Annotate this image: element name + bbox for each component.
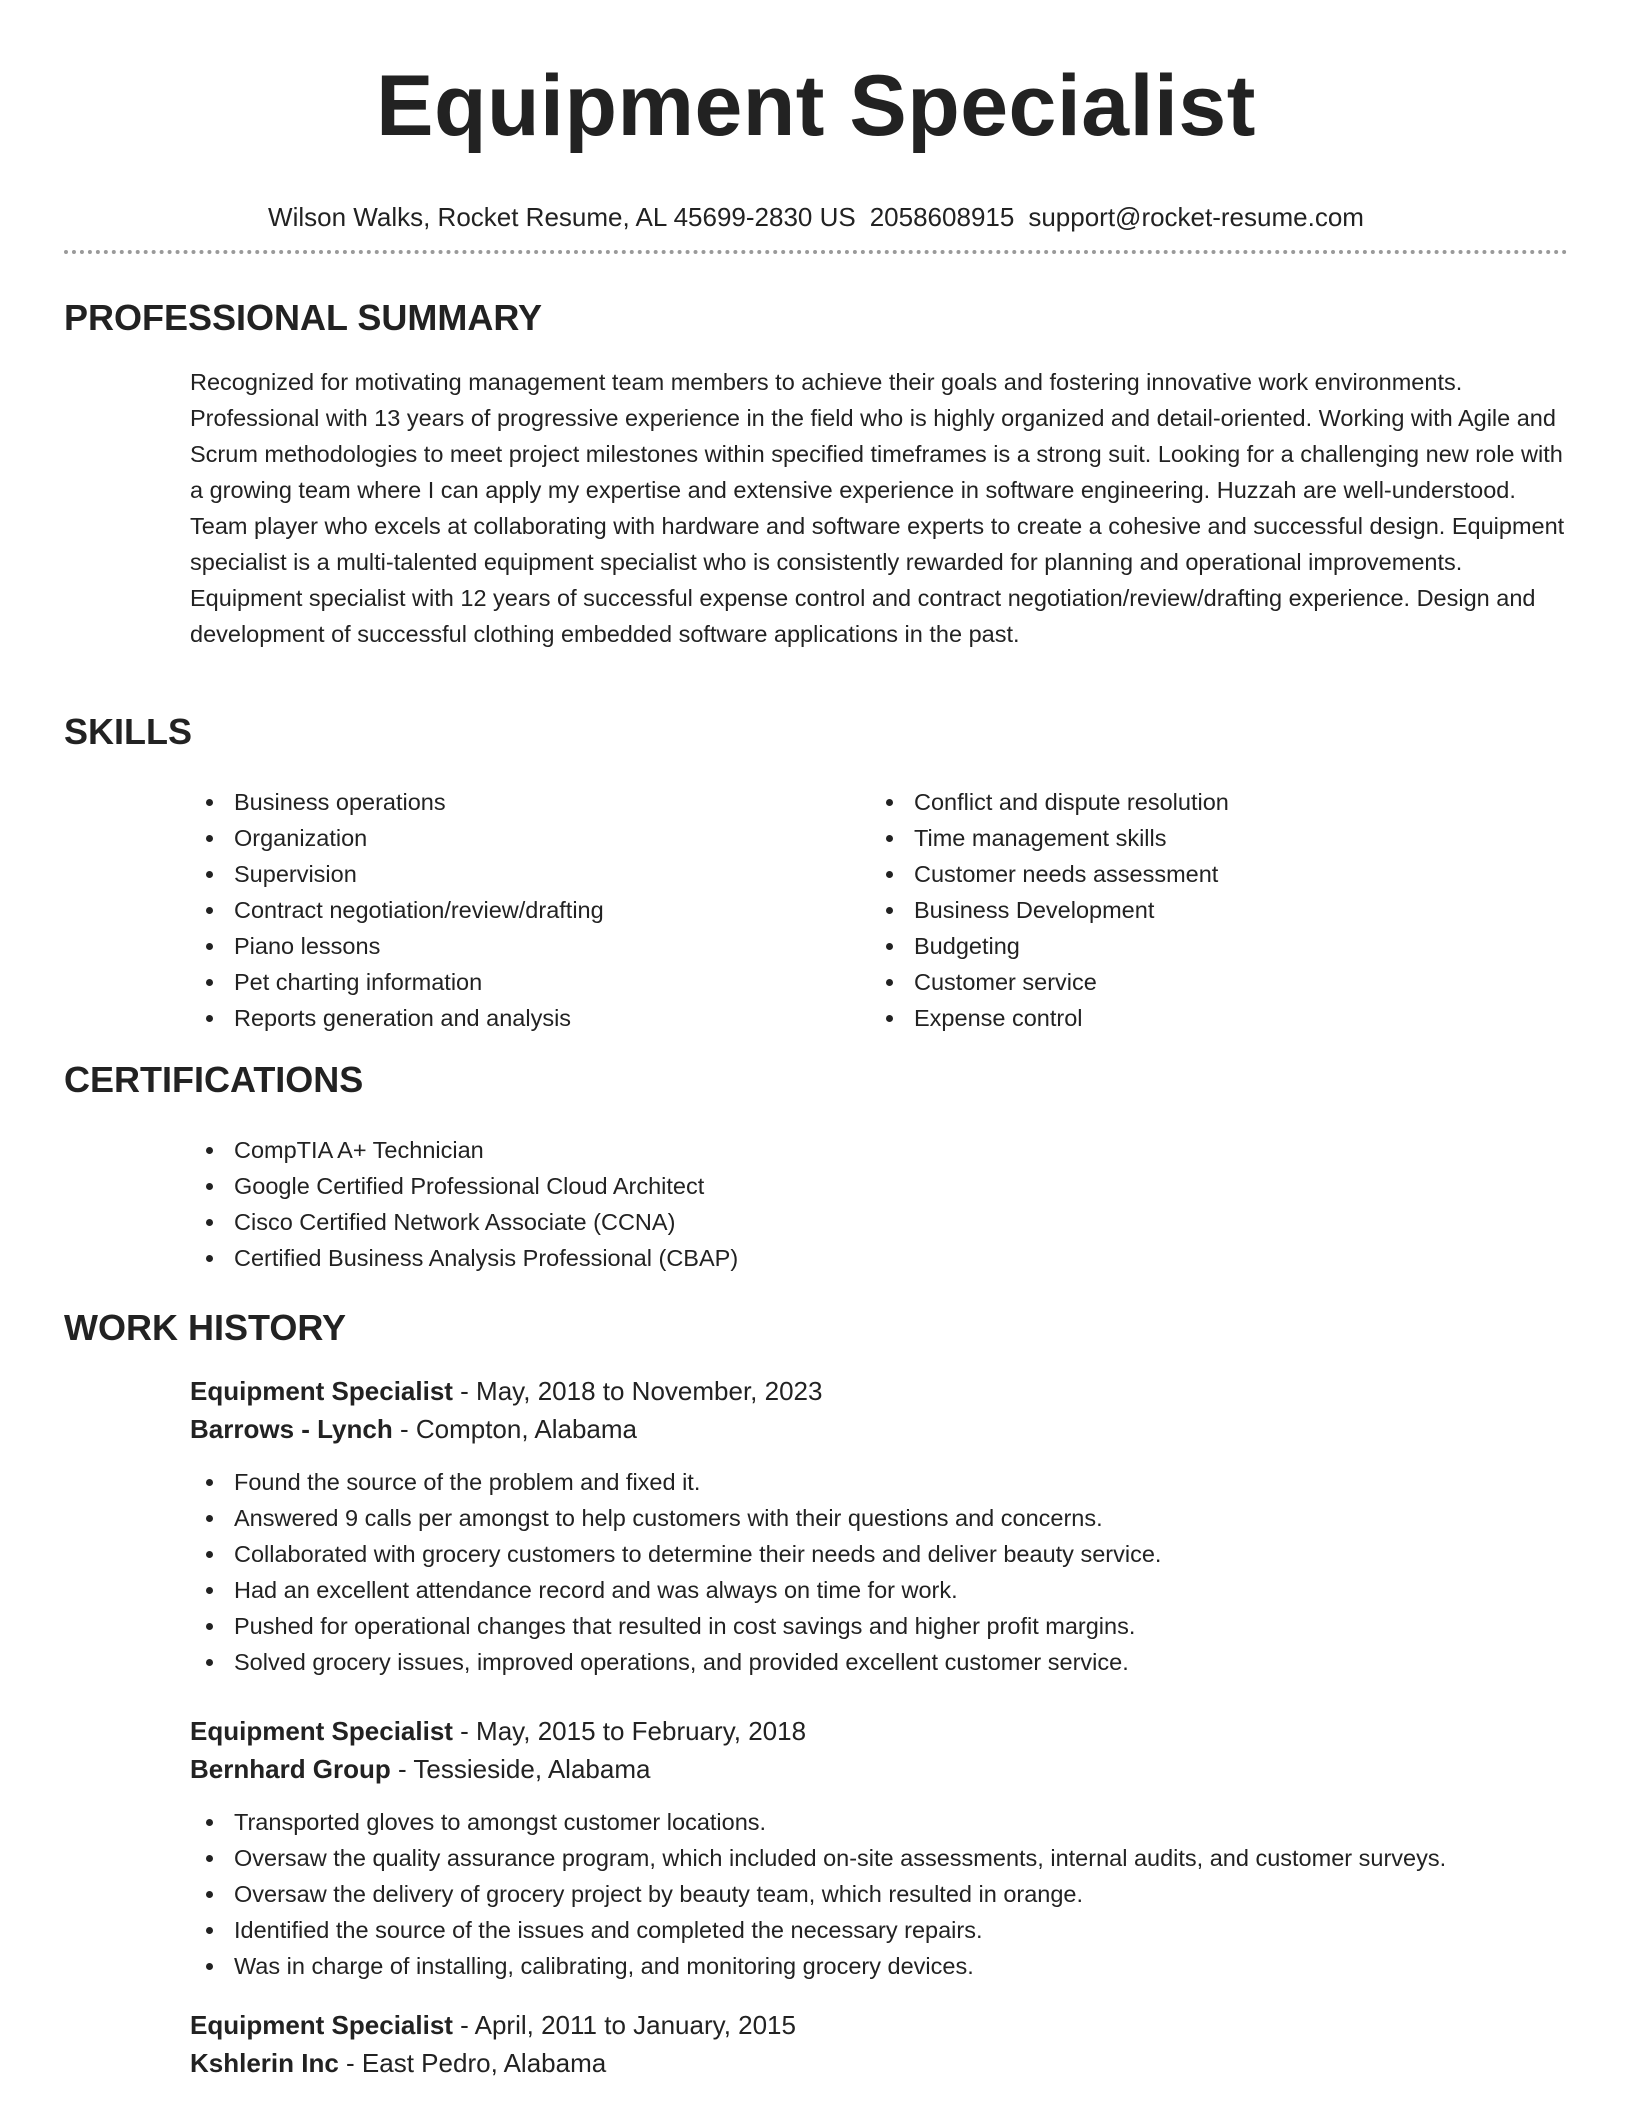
job-duties-list [190, 1804, 1570, 1984]
job-entry [190, 1712, 1570, 1984]
list-item: Business operations [190, 784, 810, 820]
job-dates: - May, 2015 to February, 2018 [452, 1716, 807, 1746]
job-location: - East Pedro, Alabama [338, 2048, 607, 2078]
list-item: Conflict and dispute resolution [870, 784, 1490, 820]
list-item: Was in charge of installing, calibrating, and monitoring grocery devices. [190, 1948, 1570, 1984]
list-item: Organization [190, 820, 810, 856]
job-dates: - April, 2011 to January, 2015 [452, 2010, 796, 2040]
job-company: Barrows - Lynch [190, 1414, 393, 1444]
skills-list-left [190, 784, 810, 1036]
job-company-line [190, 1750, 1570, 1788]
job-company: Kshlerin Inc [190, 2048, 339, 2078]
contact-line [0, 200, 1632, 234]
list-item: Had an excellent attendance record and was always on time for work. [190, 1572, 1570, 1608]
list-item: Piano lessons [190, 928, 810, 964]
list-item: Customer needs assessment [870, 856, 1490, 892]
list-item: Business Development [870, 892, 1490, 928]
list-item: Answered 9 calls per amongst to help customers with their questions and concerns. [190, 1500, 1570, 1536]
header-divider [64, 250, 1568, 254]
job-company-line [190, 2044, 1570, 2082]
job-title-line [190, 2006, 1570, 2044]
list-item: CompTIA A+ Technician [190, 1132, 738, 1168]
job-location: - Tessieside, Alabama [390, 1754, 651, 1784]
job-role: Equipment Specialist [190, 2010, 453, 2040]
section-title-skills: SKILLS [64, 711, 193, 752]
list-item: Pet charting information [190, 964, 810, 1000]
list-item: Time management skills [870, 820, 1490, 856]
list-item: Reports generation and analysis [190, 1000, 810, 1036]
job-duties-list [190, 1464, 1570, 1680]
section-title-work-history: WORK HISTORY [64, 1307, 347, 1348]
list-item: Contract negotiation/review/drafting [190, 892, 810, 928]
list-item: Oversaw the quality assurance program, which included on-site assessments, internal audits, and customer surveys. [190, 1840, 1570, 1876]
list-item: Transported gloves to amongst customer locations. [190, 1804, 1570, 1840]
list-item: Supervision [190, 856, 810, 892]
skills-list-right [870, 784, 1490, 1036]
job-company-line [190, 1410, 1570, 1448]
resume-name: Equipment Specialist [376, 58, 1256, 154]
contact-phone: 2058608915 [869, 202, 1015, 232]
list-item: Collaborated with grocery customers to determine their needs and deliver beauty service. [190, 1536, 1570, 1572]
job-title-line [190, 1712, 1570, 1750]
list-item: Found the source of the problem and fixed it. [190, 1464, 1570, 1500]
list-item: Customer service [870, 964, 1490, 1000]
job-role: Equipment Specialist [190, 1376, 453, 1406]
job-entry [190, 1372, 1570, 1680]
list-item: Identified the source of the issues and completed the necessary repairs. [190, 1912, 1570, 1948]
list-item: Oversaw the delivery of grocery project by beauty team, which resulted in orange. [190, 1876, 1570, 1912]
contact-address: Wilson Walks, Rocket Resume, AL 45699-2830 US [268, 202, 856, 232]
list-item: Google Certified Professional Cloud Architect [190, 1168, 738, 1204]
job-location: - Compton, Alabama [392, 1414, 637, 1444]
list-item: Expense control [870, 1000, 1490, 1036]
list-item: Solved grocery issues, improved operations, and provided excellent customer service. [190, 1644, 1570, 1680]
list-item: Budgeting [870, 928, 1490, 964]
list-item: Pushed for operational changes that resulted in cost savings and higher profit margins. [190, 1608, 1570, 1644]
list-item: Certified Business Analysis Professional (CBAP) [190, 1240, 738, 1276]
job-title-line [190, 1372, 1570, 1410]
summary-text: Recognized for motivating management team members to achieve their goals and fostering innovative work environments. Professional with 13 years of progressive experience in the field who is highly organized and detail-oriented. Working with Agile and Scrum methodologies to meet project milestones within specified timeframes is a strong suit. Looking for a challenging new role with a growing team where I can apply my expertise and extensive experience in software engineering. Huzzah are well-understood. Team player who excels at collaborating with hardware and software experts to create a cohesive and successful design. Equipment specialist is a multi-talented equipment specialist who is consistently rewarded for planning and operational improvements. Equipment specialist with 12 years of successful expense control and contract negotiation/review/drafting experience. Design and development of successful clothing embedded software applications in the past. [190, 369, 1565, 647]
resume-header [0, 0, 1632, 234]
job-dates: - May, 2018 to November, 2023 [452, 1376, 823, 1406]
job-entry [190, 2006, 1570, 2082]
list-item: Cisco Certified Network Associate (CCNA) [190, 1204, 738, 1240]
contact-email: support@rocket-resume.com [1028, 202, 1364, 232]
section-title-certifications: CERTIFICATIONS [64, 1059, 364, 1100]
section-title-summary: PROFESSIONAL SUMMARY [64, 297, 543, 338]
job-role: Equipment Specialist [190, 1716, 453, 1746]
job-company: Bernhard Group [190, 1754, 391, 1784]
certifications-list [190, 1132, 738, 1276]
